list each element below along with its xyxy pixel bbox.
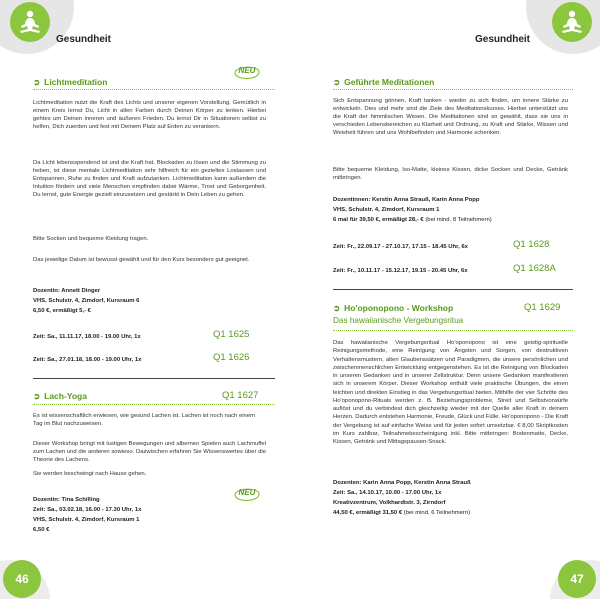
price: 6,50 €, ermäßigt 5,- € (33, 308, 91, 314)
session-time: Zeit: Fr., 22.09.17 - 27.10.17, 17.15 - 18.45 Uhr, 6x (333, 244, 468, 250)
paragraph: Bitte bequeme Kleidung, Iso-Matte, kleines Kissen, dicke Socken und Decke, Getränk mitbringen. (333, 167, 568, 181)
session-time: Zeit: Sa., 11.11.17, 18.00 - 19.00 Uhr, 1x (33, 334, 141, 340)
divider (33, 89, 275, 90)
arrow-right-icon: ➲ (333, 77, 341, 87)
divider (333, 289, 573, 290)
venue: Kreativzentrum, Volkhardtstr. 3, Zirndorf (333, 500, 446, 506)
price: 6 mal für 39,50 €, ermäßigt 28,- € (333, 217, 424, 223)
section-title: Gesundheit (475, 34, 531, 45)
session-time: Zeit: Sa., 14.10.17, 10.00 - 17.00 Uhr, 1x (333, 490, 442, 496)
venue: VHS, Schulstr. 4, Zimdorf, Kursraum 6 (33, 298, 140, 304)
price-note: (bei mind. 6 Teilnehmern) (403, 510, 471, 516)
course-title-lach-yoga: ➲ Lach-Yoga (33, 391, 87, 401)
arrow-right-icon: ➲ (333, 303, 341, 313)
price: 6,50 € (33, 527, 50, 533)
session-time: Zeit: Sa., 27.01.18, 18.00 - 19.00 Uhr, 1x (33, 357, 142, 363)
price-line (333, 509, 470, 517)
course-title-lichtmeditation: ➲ Lichtmeditation (33, 77, 108, 87)
venue: VHS, Schulstr. 4, Zimdorf, Kursraum 1 (33, 517, 140, 523)
page-number: 46 (3, 560, 41, 598)
venue: VHS, Schulstr. 4, Zimdorf, Kursraum 1 (333, 207, 440, 213)
session-time: Zeit: Sa., 03.02.18, 16.00 - 17.30 Uhr, 1x (33, 507, 142, 513)
course-code: Q1 1628A (513, 263, 556, 274)
meditation-person-icon (10, 2, 50, 42)
course-code: Q1 1629 (524, 302, 561, 313)
arrow-right-icon: ➲ (33, 391, 41, 401)
course-code: Q1 1625 (213, 329, 250, 340)
paragraph: Es ist wissenschaftlich erwiesen, wie gesund Lachen ist. Lachen ist noch nach einem Tag im Blut nachzuweisen. (33, 413, 256, 427)
course-code: Q1 1628 (513, 239, 550, 250)
price-note: (bei mind. 8 Teilnehmern) (425, 217, 492, 223)
page-number: 47 (558, 560, 596, 598)
lecturers: Dozenten: Karin Anna Popp, Kerstin Anna Strauß (333, 480, 471, 486)
lecturer: Dozentin: Tina Schilling (33, 497, 100, 503)
section-title: Gesundheit (56, 34, 112, 45)
paragraph: Bitte Socken und bequeme Kleidung tragen. (33, 236, 149, 242)
right-page (300, 0, 600, 599)
course-code: Q1 1627 (222, 390, 259, 401)
session-time: Zeit: Fr., 10.11.17 - 15.12.17, 19.15 - 20.45 Uhr, 6x (333, 268, 468, 274)
paragraph: Das jeweilige Datum ist bewusst gewählt und für den Kurs besonders gut geeignet. (33, 257, 250, 263)
divider (33, 404, 275, 405)
course-code: Q1 1626 (213, 352, 250, 363)
paragraph: Sich Entspannung gönnen, Kraft tanken - wieder zu sich finden, um innere Stärke zu entwickeln. Dies und mehr sind die Ziele des Meditationskurses. Hierbei unterstützt uns die Kraft der himmlischen Wesen. Die Meditationen sind so gewählt, dass sie uns in verschieden Lebensbereichen zu Klarheit und Ordnung, zu Kraft und Stärke, Wissen und Weisheit führen und uns Wohlbefinden und Harmonie schenken. (333, 98, 568, 136)
paragraph: Sie werden beschwingt nach Hause gehen. (33, 471, 147, 477)
arrow-right-icon: ➲ (33, 77, 41, 87)
meditation-person-icon (552, 2, 592, 42)
divider (333, 89, 573, 90)
divider (333, 330, 573, 331)
paragraph: Das hawaiianische Vergebungsritual Ho'oponopono ist eine geistig-spirituelle Reinigungsmethode, eine Reinigung von Ängsten und Sorgen, von destruktiven Verhaltensmustern, alten Glaubenssätzen und Paradigmen, die unsere persönlichen und zwischenmenschlichen Entwicklung entgegenstehen. Es ist die Reinigung von Blockaden in unseren Gedanken und in unserer Zellstruktur. Denn unsere Gedanken manifestieren sich in unserem Körper. Dieser Workshop enthält viele praktische Übungen, die einen leichten und direkten Einstieg in das Vergebungsritual bieten. Mithilfe der vier Schritte des Ho'oponopono-Rituals werden z. B. Beziehungsprobleme, Streit und Selbstvorwürfe auflöst und du verbindest dich gleichzeitig wieder mit der Quelle aller Kraft in deinem Herzen. Dadurch entstehen Harmonie, Freude, Glück und Fülle. Ho'oponopono - Die Kraft der Vergebung ist auf einfache Weise und für jeden sofort umsetzbar. € 8,00 Skriptkosten im Kurs zahlbar, Teilnahmebescheinigung inkl. Bitte mitbringen: Bodenmatte, Decke, Kissen, Getränk und Mittagspausen-Snack. (333, 340, 568, 445)
course-title-hooponopono: ➲ Ho'oponopono - Workshop (333, 303, 454, 313)
price-line (333, 216, 492, 224)
new-badge: NEU (232, 486, 262, 504)
paragraph: Dieser Workshop bringt mit lustigen Bewegungen und albernen Spielen auch Lachmuffel zum Lachen und die anderen sowieso. Dazwischen erfahren Sie Wissenswertes über die Theorie des Lachens. (33, 441, 266, 463)
course-subtitle: Das hawaiianische Vergebungsritua (333, 316, 464, 325)
lecturers: Dozentinnen: Kerstin Anna Strauß, Karin Anna Popp (333, 197, 480, 203)
price: 44,50 €, ermäßigt 31,50 € (333, 510, 403, 516)
divider (33, 378, 275, 379)
paragraph: Da Licht lebensspendend ist und die Kraft hat, Blockaden zu lösen und die Stimmung zu heben, ist diese mentale Lichtmeditation sehr hilfreich für ein gezieltes Loslassen und Entspannen, Ruhe zu finden und Kraft aufzutanken. Lichtmeditation kann außerdem die Intuition fördern und viele Menschen empfinden dabei Wärme, Trost und Geborgenheit. Du lernst, gute Energie gezielt einzusetzen und gestärkt in Dein Leben zu gehen. (33, 160, 266, 198)
course-title-gefuehrte-meditationen: ➲ Geführte Meditationen (333, 77, 435, 87)
paragraph: Lichtmeditation nutzt die Kraft des Lichts und unserer eigenen Vorstellung. Gemütlich in einem Kreis lernst Du, Licht in allen Farben durch Deinen Körper zu lenken. Hierbei gehtes um Deinen inneren und äußeren Frieden. Du lernst Dir in Situationen selbst zu helfen, Dich zuerden und fest mit Deinem Platz auf Erden zu verankern. (33, 100, 266, 130)
new-badge: NEU (232, 64, 262, 82)
lecturer: Dozentin: Annett Dinger (33, 288, 101, 294)
